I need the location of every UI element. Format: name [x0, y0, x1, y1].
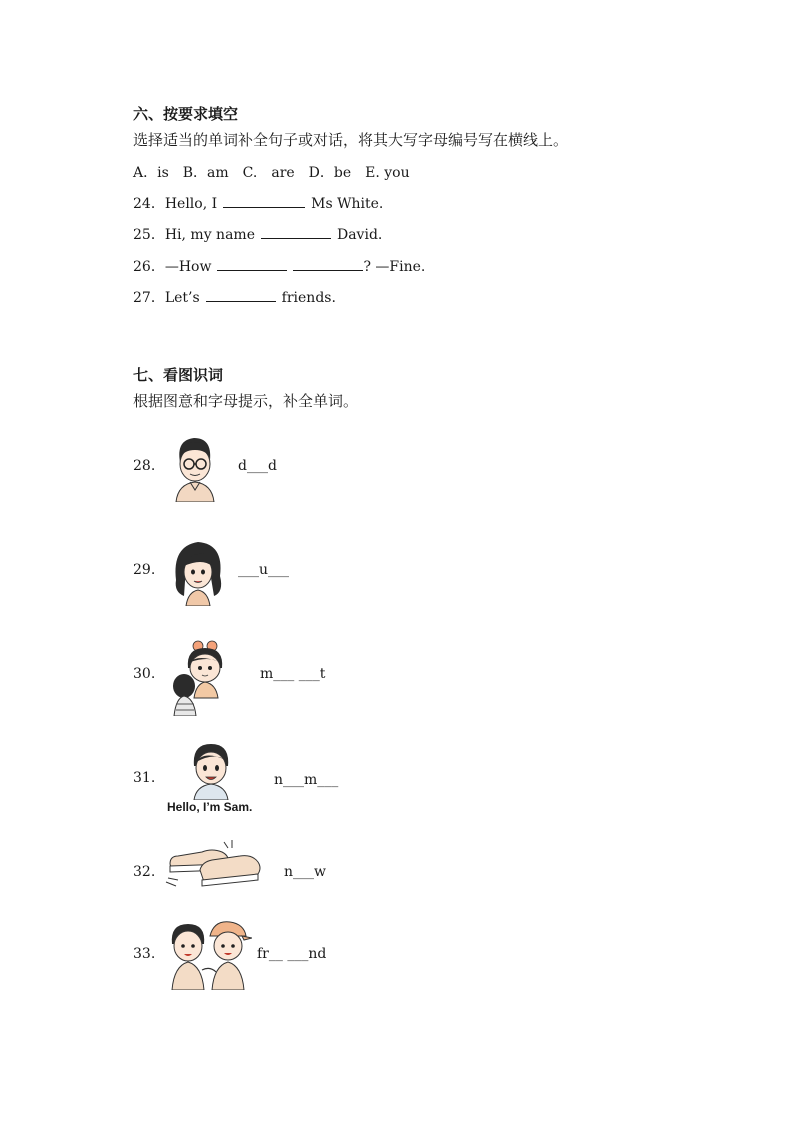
- q25-text-before: Hi, my name: [164, 227, 255, 243]
- q26-number: 26．: [133, 259, 165, 275]
- q24-number: 24．: [133, 196, 165, 212]
- item-28-hint: d___d: [238, 458, 277, 474]
- question-26: [133, 256, 425, 276]
- q27-text-after: friends.: [281, 290, 336, 306]
- q26-text-after: ? —Fine.: [363, 259, 426, 275]
- item-28-number: 28.: [133, 458, 156, 474]
- friends-picture: [166, 916, 252, 990]
- item-31-number: 31.: [133, 770, 156, 786]
- q24-text-after: Ms White.: [311, 196, 384, 212]
- item-31-caption: Hello, I’m Sam.: [167, 800, 253, 814]
- item-31-hint: n___m___: [274, 772, 339, 788]
- section7-instruction: 根据图意和字母提示，补全单词。: [133, 392, 359, 410]
- mum-picture: [170, 536, 228, 606]
- q26-text-before: —How: [164, 259, 212, 275]
- new-shoes-picture: [164, 838, 264, 896]
- question-25: [133, 224, 382, 244]
- section6-title: 六、按要求填空: [133, 105, 239, 123]
- dad-picture: [168, 432, 220, 502]
- meet-picture: [168, 638, 232, 716]
- question-24: [133, 193, 383, 213]
- item-29-hint: ___u___: [238, 562, 290, 578]
- section6-instruction: 选择适当的单词补全句子或对话，将其大写字母编号写在横线上。: [133, 131, 569, 149]
- q27-text-before: Let’s: [164, 290, 200, 306]
- q27-number: 27．: [133, 290, 165, 306]
- q26-blank-1[interactable]: [217, 258, 287, 271]
- q24-blank[interactable]: [223, 195, 305, 208]
- q25-text-after: David.: [336, 227, 383, 243]
- q25-blank[interactable]: [261, 226, 331, 239]
- item-33-hint: fr__ ___nd: [257, 946, 327, 962]
- q25-number: 25．: [133, 227, 165, 243]
- sam-picture: [184, 740, 238, 800]
- q26-blank-2[interactable]: [293, 258, 363, 271]
- item-29-number: 29.: [133, 562, 156, 578]
- q27-blank[interactable]: [206, 289, 276, 302]
- item-30-number: 30.: [133, 666, 156, 682]
- item-33-number: 33.: [133, 946, 156, 962]
- section7-title: 七、看图识词: [133, 366, 224, 384]
- item-32-number: 32.: [133, 864, 156, 880]
- answer-options: A．is B．am C. are D．be E. you: [133, 165, 410, 181]
- item-30-hint: m___ ___t: [260, 666, 326, 682]
- question-27: [133, 287, 336, 307]
- q24-text-before: Hello, I: [164, 196, 218, 212]
- item-32-hint: n___w: [284, 864, 326, 880]
